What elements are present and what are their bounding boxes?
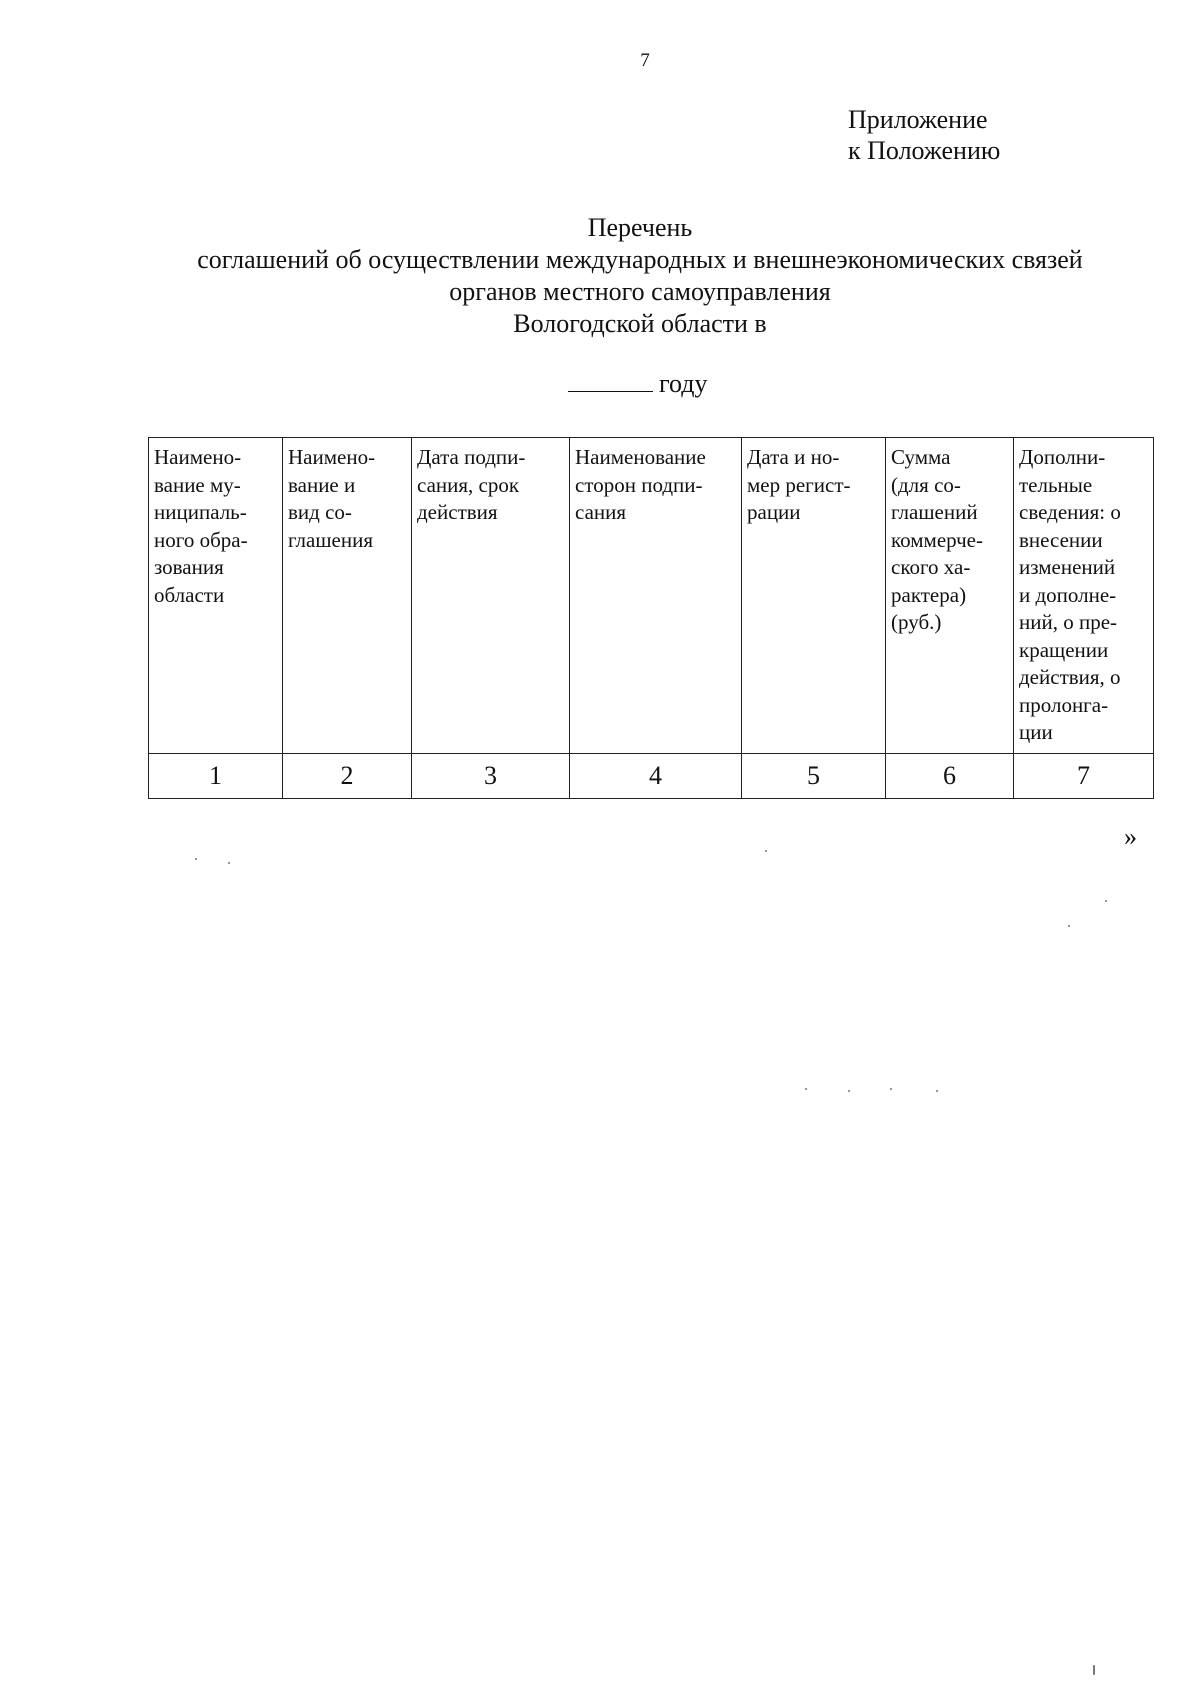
header-municipality: Наимено- вание му- ниципаль- ного обра- зования области <box>149 438 283 754</box>
scan-speck <box>195 858 197 860</box>
column-number: 2 <box>283 753 412 798</box>
column-number: 6 <box>886 753 1014 798</box>
agreements-table <box>148 437 1154 799</box>
column-number: 5 <box>742 753 886 798</box>
header-registration: Дата и но- мер регист- рации <box>742 438 886 754</box>
header-signing-date: Дата подпи- сания, срок действия <box>412 438 570 754</box>
document-title <box>140 212 1140 340</box>
appendix-line-1: Приложение <box>848 105 988 134</box>
title-line-3: органов местного самоуправления <box>449 277 831 306</box>
header-parties: Наименование сторон подпи- сания <box>570 438 742 754</box>
scan-speck <box>228 862 230 864</box>
scan-speck <box>890 1088 892 1090</box>
title-line-4: Вологодской области в <box>513 309 767 338</box>
header-amount: Сумма (для со- глашений коммерче- ского ха- рактера) (руб.) <box>886 438 1014 754</box>
page-number: 7 <box>640 50 650 71</box>
year-label: году <box>659 369 708 398</box>
column-number: 1 <box>149 753 283 798</box>
scan-speck <box>936 1090 938 1092</box>
scan-speck <box>805 1088 807 1090</box>
column-number: 3 <box>412 753 570 798</box>
scan-speck <box>1105 900 1107 902</box>
title-line-2: соглашений об осуществлении международных и внешнеэкономических связей <box>197 245 1083 274</box>
column-number: 7 <box>1014 753 1154 798</box>
appendix-note <box>848 104 1000 166</box>
title-line-1: Перечень <box>587 213 693 242</box>
year-line <box>568 365 708 399</box>
scan-speck <box>848 1090 850 1092</box>
year-blank-field <box>568 365 653 392</box>
column-number: 4 <box>570 753 742 798</box>
closing-quote: » <box>1124 822 1137 851</box>
column-number-row <box>149 753 1154 798</box>
header-agreement-name: Наимено- вание и вид со- глашения <box>283 438 412 754</box>
scan-speck <box>765 850 767 852</box>
header-additional-info: Дополни- тельные сведения: о внесении изменений и дополне- ний, о пре- кращении действия, о пролонга- ции <box>1014 438 1154 754</box>
appendix-line-2: к Положению <box>848 136 1001 165</box>
table-header-row <box>149 438 1154 754</box>
scan-speck <box>1093 1665 1095 1675</box>
scan-speck <box>1068 925 1070 927</box>
